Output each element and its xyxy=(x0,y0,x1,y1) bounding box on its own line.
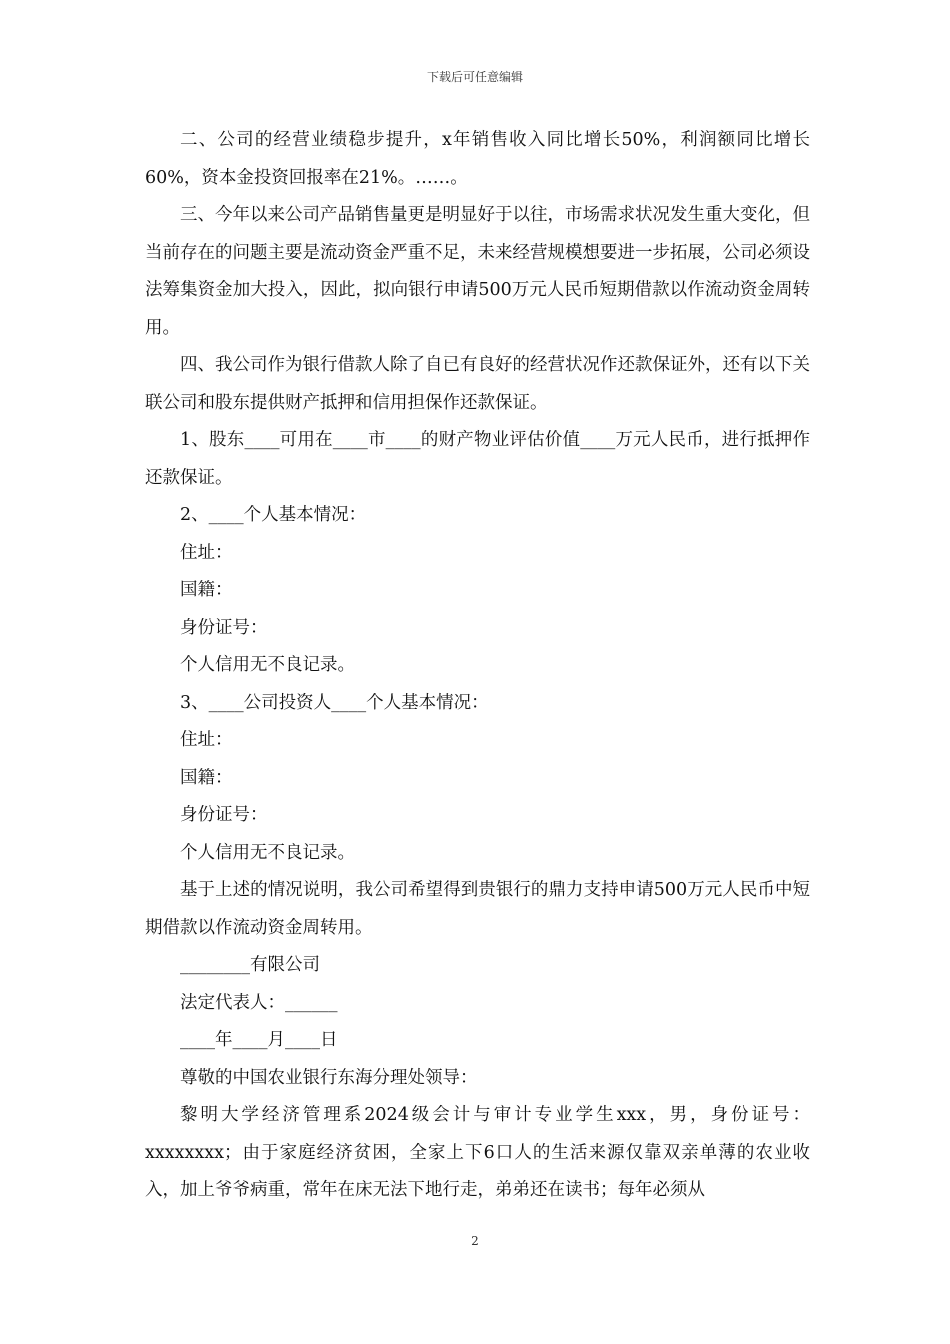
paragraph-item-1: 1、股东____可用在____市____的财产物业评估价值____万元人民币，进行抵押作还款保证。 xyxy=(145,430,810,488)
address-line: 住址： xyxy=(180,730,233,750)
paragraph-item-2: 2、____个人基本情况： xyxy=(180,505,367,525)
credit-record-line: 个人信用无不良记录。 xyxy=(180,842,355,863)
conclusion-paragraph: 基于上述的情况说明，我公司希望得到贵银行的鼎力支持申请500万元人民币中短期借款以作流动资金周转用。 xyxy=(145,880,810,938)
date-line: ____年____月____日 xyxy=(180,1030,338,1050)
student-intro-paragraph: 黎明大学经济管理系2024级会计与审计专业学生xxx，男，身份证号：xxxxxxxx；由于家庭经济贫困，全家上下6口人的生活来源仅靠双亲单薄的农业收入，加上爷爷病重，常年在床无法下地行走，弟弟还在读书；每年必须从 xyxy=(145,1105,810,1200)
id-number-line: 身份证号： xyxy=(180,805,268,825)
address-line: 住址： xyxy=(180,542,233,563)
paragraph-2: 二、公司的经营业绩稳步提升，x年销售收入同比增长50%，利润额同比增长60%，资本金投资回报率在21%。……。 xyxy=(145,130,810,188)
document-body xyxy=(145,122,810,1210)
salutation-line: 尊敬的中国农业银行东海分理处领导： xyxy=(180,1067,478,1088)
credit-record-line: 个人信用无不良记录。 xyxy=(180,655,355,675)
paragraph-item-3: 3、____公司投资人____个人基本情况： xyxy=(180,692,489,713)
paragraph-4: 四、我公司作为银行借款人除了自已有良好的经营状况作还款保证外，还有以下关联公司和股东提供财产抵押和信用担保作还款保证。 xyxy=(145,355,810,413)
page-number: 2 xyxy=(471,1234,479,1248)
nationality-line: 国籍： xyxy=(180,580,233,600)
legal-representative-line: 法定代表人：______ xyxy=(180,992,338,1013)
page-header: 下载后可任意编辑 xyxy=(426,70,523,84)
paragraph-3: 三、今年以来公司产品销售量更是明显好于以往，市场需求状况发生重大变化，但当前存在的问题主要是流动资金严重不足，未来经营规模想要进一步拓展，公司必须设法筹集资金加大投入，因此，拟向银行申请500万元人民币短期借款以作流动资金周转用。 xyxy=(145,205,810,338)
id-number-line: 身份证号： xyxy=(180,617,268,638)
company-signature-line: ________有限公司 xyxy=(180,955,320,975)
nationality-line: 国籍： xyxy=(180,767,233,788)
